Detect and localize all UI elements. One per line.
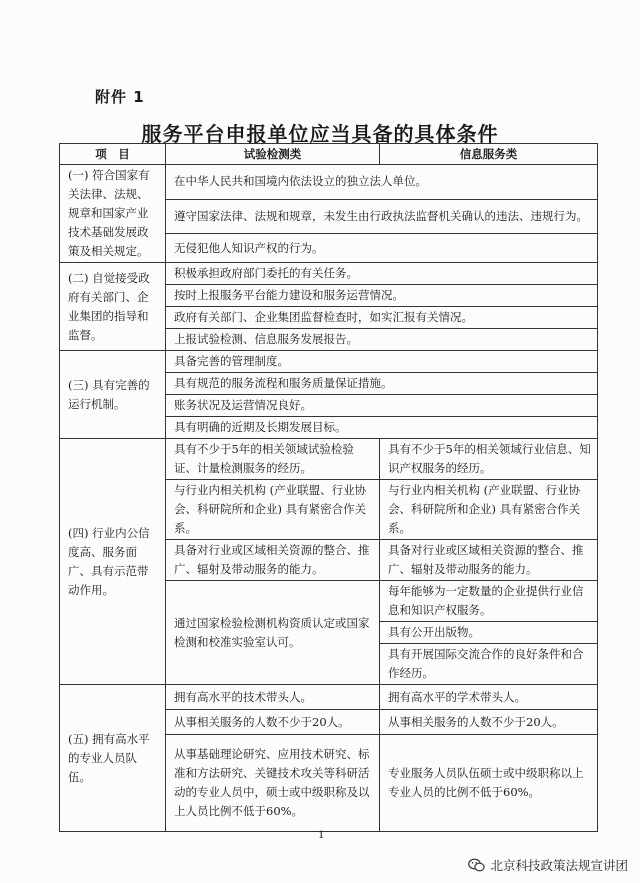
document-title: 服务平台申报单位应当具备的具体条件	[141, 122, 499, 146]
page-number: 1	[318, 830, 325, 841]
table-cell: 积极承担政府部门委托的有关任务。	[166, 263, 598, 285]
header-test: 试验检测类	[166, 144, 380, 165]
header-info: 信息服务类	[380, 144, 598, 165]
table-cell: 拥有高水平的技术带头人。	[166, 685, 380, 710]
table-cell: 从事相关服务的人数不少于20人。	[166, 710, 380, 735]
table-cell: 具备完善的管理制度。	[166, 351, 598, 373]
table-cell: 政府有关部门、企业集团监督检查时，如实汇报有关情况。	[166, 307, 598, 329]
table-cell: 与行业内相关机构 (产业联盟、行业协会、科研院所和企业) 具有紧密合作关系。	[166, 480, 380, 540]
table-cell: 具有明确的近期及长期发展目标。	[166, 417, 598, 439]
table-cell: 无侵犯他人知识产权的行为。	[166, 234, 598, 263]
table-cell: 具有规范的服务流程和服务质量保证措施。	[166, 373, 598, 395]
table-row	[60, 685, 598, 710]
table-cell: 拥有高水平的学术带头人。	[380, 685, 598, 710]
table-cell: 具备对行业或区域相关资源的整合、推广、辐射及带动服务的能力。	[166, 540, 380, 581]
table-row	[60, 351, 598, 373]
table-cell: 专业服务人员队伍硕士或中级职称以上专业人员的比例不低于60%。	[380, 735, 598, 832]
table-cell: 每年能够为一定数量的企业提供行业信息和知识产权服务。	[380, 581, 598, 622]
watermark-text: 北京科技政策法规宣讲团	[490, 858, 628, 873]
table-cell: 从事相关服务的人数不少于20人。	[380, 710, 598, 735]
category-cell: (一) 符合国家有关法律、法规、规章和国家产业技术基础发展政策及相关规定。	[60, 165, 166, 263]
table-row	[60, 439, 598, 480]
table-cell: 从事基础理论研究、应用技术研究、标准和方法研究、关键技术攻关等科研活动的专业人员中，硕士或中级职称及以上人员比例不低于60%。	[166, 735, 380, 832]
table-row	[60, 263, 598, 285]
table-cell: 具有不少于5年的相关领域行业信息、知识产权服务的经历。	[380, 439, 598, 480]
category-cell: (五) 拥有高水平的专业人员队伍。	[60, 685, 166, 832]
table-cell: 具有开展国际交流合作的良好条件和合作经历。	[380, 644, 598, 685]
table-cell: 上报试验检测、信息服务发展报告。	[166, 329, 598, 351]
table-cell: 与行业内相关机构 (产业联盟、行业协会、科研院所和企业) 具有紧密合作关系。	[380, 480, 598, 540]
table-cell: 具有不少于5年的相关领域试验检验证、计量检测服务的经历。	[166, 439, 380, 480]
table-cell: 遵守国家法律、法规和规章，未发生由行政执法监督机关确认的违法、违规行为。	[166, 199, 598, 234]
table-cell: 账务状况及运营情况良好。	[166, 395, 598, 417]
table-cell: 通过国家检验检测机构资质认定或国家检测和校准实验室认可。	[166, 581, 380, 685]
conditions-table	[59, 143, 598, 832]
table-row	[60, 165, 598, 200]
table-cell: 在中华人民共和国境内依法设立的独立法人单位。	[166, 165, 598, 200]
watermark	[468, 856, 628, 874]
wechat-icon	[468, 858, 485, 872]
header-item: 项 目	[60, 144, 166, 165]
table-cell: 具有公开出版物。	[380, 622, 598, 644]
table-cell: 具备对行业或区域相关资源的整合、推广、辐射及带动服务的能力。	[380, 540, 598, 581]
category-cell: (二) 自觉接受政府有关部门、企业集团的指导和监督。	[60, 263, 166, 351]
attachment-label: 附件 1	[95, 88, 145, 106]
table-header-row	[60, 144, 598, 165]
category-cell: (三) 具有完善的运行机制。	[60, 351, 166, 439]
table-cell: 按时上报服务平台能力建设和服务运营情况。	[166, 285, 598, 307]
category-cell: (四) 行业内公信度高、服务面广、具有示范带动作用。	[60, 439, 166, 685]
